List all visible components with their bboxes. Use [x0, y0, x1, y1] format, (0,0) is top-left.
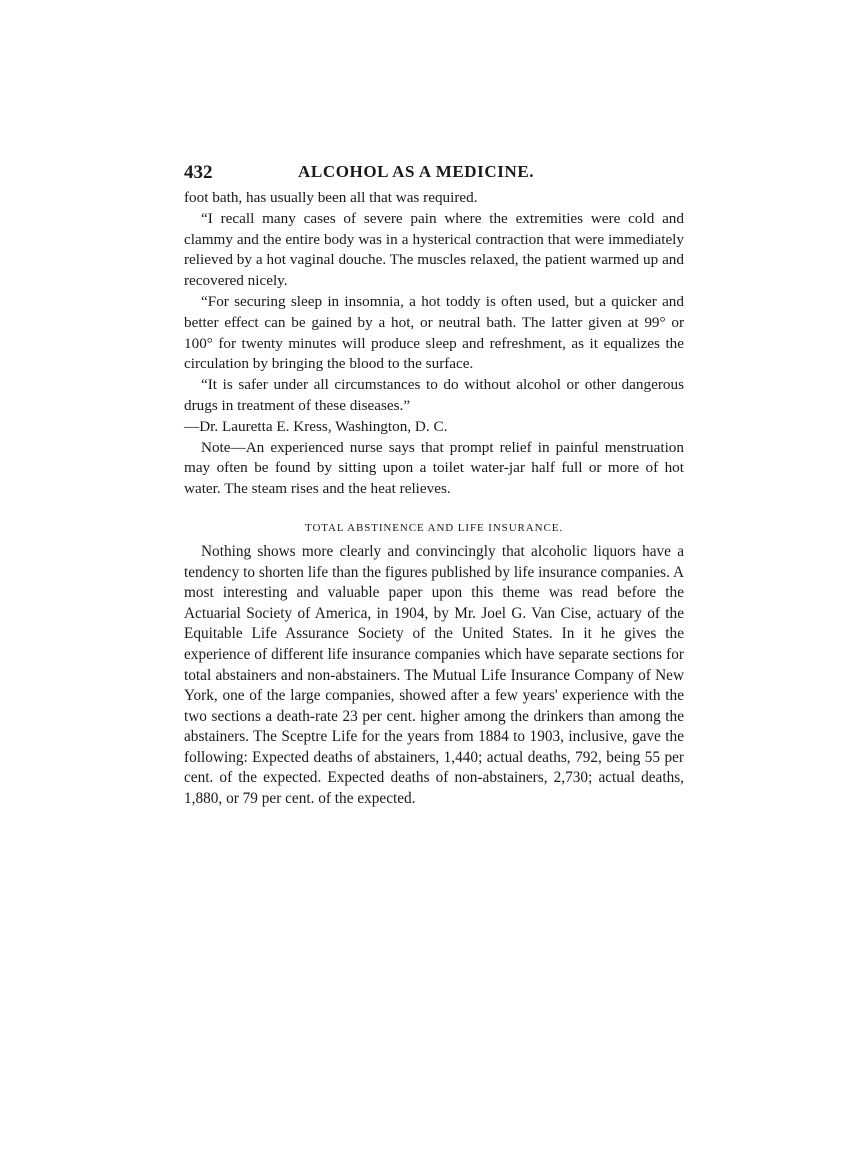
paragraph-severe-pain: “I recall many cases of severe pain where the extremities were cold and clammy and the entire body was in a hysterical contraction that were immediately relieved by a hot vaginal douche. The muscles relaxed, the patient warmed up and recovered nicely.: [184, 209, 684, 290]
paragraph-insomnia: “For securing sleep in insomnia, a hot toddy is often used, but a quicker and better effect can be gained by a hot, or neutral bath. The latter given at 99° or 100° for twenty minutes will produce sleep and refreshment, as it equalizes the circulation by bringing the blood to the surface.: [184, 292, 684, 373]
signature-line: —Dr. Lauretta E. Kress, Washington, D. C.: [184, 417, 448, 435]
section-heading: TOTAL ABSTINENCE AND LIFE INSURANCE.: [305, 521, 563, 534]
paragraph-safer: “It is safer under all circumstances to do without alcohol or other dangerous drugs in treatment of these diseases.”: [184, 376, 684, 414]
paragraph-life-insurance: Nothing shows more clearly and convincingly that alcoholic liquors have a tendency to shorten life than the figures published by life insurance companies. A most interesting and valuable paper upon this theme was read before the Actuarial Society of America, in 1904, by Mr. Joel G. Van Cise, actuary of the Equitable Life Assurance Society of the United States. In it he gives the experience of different life insurance companies which have separate sections for total abstainers and non-abstainers. The Mutual Life Insurance Company of New York, one of the large companies, showed after a few years' experience with the two sections a death-rate 23 per cent. higher among the drinkers than among the abstainers. The Sceptre Life for the years from 1884 to 1903, inclusive, gave the following: Expected deaths of abstainers, 1,440; actual deaths, 792, being 55 per cent. of the expected. Expected deaths of non-abstainers, 2,730; actual deaths, 1,880, or 79 per cent. of the expected.: [184, 542, 684, 808]
paragraph-foot-bath: foot bath, has usually been all that was required.: [184, 189, 478, 206]
book-page: [184, 158, 684, 810]
running-head: [184, 158, 684, 188]
page-number: 432: [184, 162, 213, 183]
running-title: ALCOHOL AS A MEDICINE.: [298, 162, 535, 181]
paragraph-note: Note—An experienced nurse says that prompt relief in painful menstruation may often be found by sitting upon a toilet water-jar half full or more of hot water. The steam rises and the heat relieves.: [184, 438, 684, 498]
